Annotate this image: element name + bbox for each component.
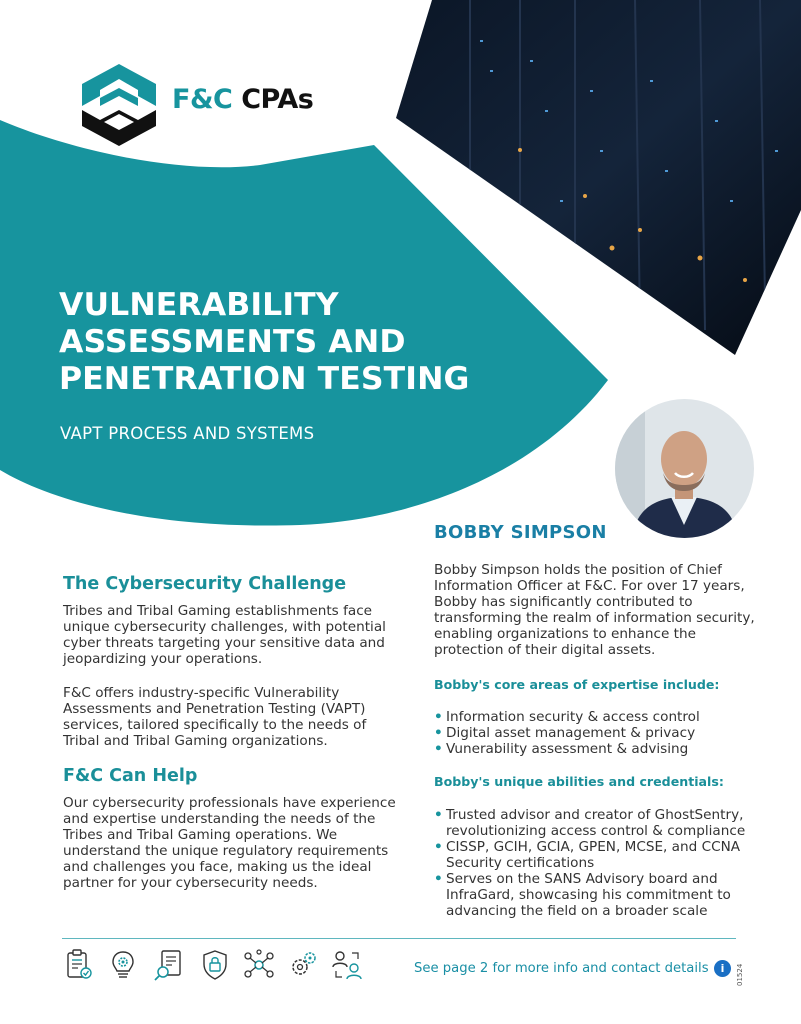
help-paragraph: Our cybersecurity professionals have experience and expertise understanding the needs of the Tribes and Tribal Gaming operations. We understand the unique regulatory requirements and challenges you face, making us the ideal partner for your cybersecurity needs. bbox=[63, 795, 396, 891]
gear-cycle-icon bbox=[286, 948, 320, 982]
page-subtitle: VAPT PROCESS AND SYSTEMS bbox=[60, 424, 315, 443]
list-item: • Serves on the SANS Advisory board and InfraGard, showcasing his commitment to advancing the field on a broader scale bbox=[434, 871, 745, 919]
expertise-heading: Bobby's core areas of expertise include: bbox=[434, 677, 720, 692]
footer-divider bbox=[62, 938, 736, 939]
list-item: • Trusted advisor and creator of GhostSentry, revolutionizing access control & compliance bbox=[434, 807, 745, 839]
brand-name bbox=[172, 84, 313, 115]
title-line: VULNERABILITY bbox=[59, 287, 339, 323]
fc-logo-icon bbox=[76, 62, 162, 148]
bio-paragraph: Bobby Simpson holds the position of Chief Information Officer at F&C. For over 17 years, Bobby has significantly contributed to transforming the realm of information security, enabling organizations to enhance the protection of their digital assets. bbox=[434, 562, 755, 658]
lightbulb-gear-icon bbox=[106, 948, 140, 982]
document-number: 01524 bbox=[736, 963, 744, 986]
shield-lock-icon bbox=[198, 948, 232, 982]
bobby-simpson-photo bbox=[615, 399, 754, 538]
info-icon: i bbox=[714, 960, 731, 977]
challenge-heading: The Cybersecurity Challenge bbox=[63, 574, 347, 594]
expertise-list bbox=[434, 709, 700, 757]
brand-fc: F&C bbox=[172, 84, 233, 115]
title-line: PENETRATION TESTING bbox=[59, 361, 470, 397]
people-sync-icon bbox=[330, 948, 364, 982]
list-item: • Vunerability assessment & advising bbox=[434, 741, 700, 757]
list-item: • CISSP, GCIH, GCIA, GPEN, MCSE, and CCNA Security certifications bbox=[434, 839, 745, 871]
brand-cpas: CPAs bbox=[241, 84, 314, 115]
network-nodes-icon bbox=[242, 948, 276, 982]
challenge-paragraph-2: F&C offers industry-specific Vulnerability Assessments and Penetration Testing (VAPT) services, tailored specifically to the needs of Tribal and Tribal Gaming organizations. bbox=[63, 685, 367, 749]
challenge-paragraph-1: Tribes and Tribal Gaming establishments face unique cybersecurity challenges, with potential cyber threats targeting your sensitive data and jeopardizing your operations. bbox=[63, 603, 386, 667]
credentials-list bbox=[434, 807, 745, 919]
list-item: • Digital asset management & privacy bbox=[434, 725, 700, 741]
help-heading: F&C Can Help bbox=[63, 766, 198, 786]
page-title bbox=[59, 287, 579, 398]
title-line: ASSESSMENTS AND bbox=[59, 324, 406, 360]
document-search-icon bbox=[152, 948, 186, 982]
bio-name-heading: BOBBY SIMPSON bbox=[434, 522, 607, 543]
footer-more-info-text: See page 2 for more info and contact details bbox=[414, 961, 709, 976]
checklist-icon bbox=[62, 948, 96, 982]
list-item: • Information security & access control bbox=[434, 709, 700, 725]
credentials-heading: Bobby's unique abilities and credentials: bbox=[434, 774, 724, 789]
